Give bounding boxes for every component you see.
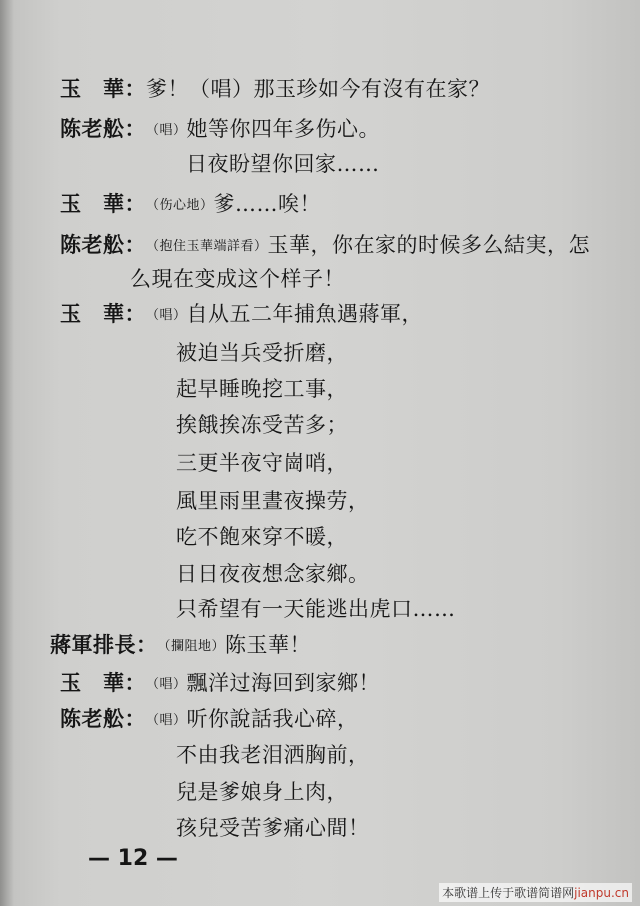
line-text: 陈玉華！ (225, 633, 312, 657)
speaker-name: 玉 華： (60, 191, 146, 216)
script-line (176, 376, 348, 402)
stage-direction: （唱） (146, 713, 187, 728)
line-text: 三更半夜守崗哨， (176, 451, 348, 475)
speaker-name: 陈老舩： (60, 706, 146, 731)
stage-direction: （伤心地） (146, 198, 214, 213)
speaker-name: 陈老舩： (60, 116, 146, 141)
line-text: 孩兒受苦爹痛心間！ (176, 816, 370, 840)
script-line (176, 779, 348, 805)
line-text: 爹！（唱）那玉珍如今有沒有在家？ (146, 77, 490, 101)
script-line (60, 116, 380, 144)
script-line (60, 76, 490, 102)
script-line (50, 632, 311, 660)
line-text: 爹……唉！ (213, 192, 322, 216)
watermark (439, 883, 632, 902)
script-line (176, 742, 370, 768)
line-text: 么現在变成这个样子！ (130, 267, 345, 291)
page-number: — 12 — (88, 846, 178, 871)
script-line (176, 340, 348, 366)
stage-direction: （唱） (146, 308, 187, 323)
line-text: 玉華，你在家的时候多么結実，怎 (267, 233, 591, 257)
watermark-site: jianpu.cn (574, 886, 629, 900)
script-line (176, 596, 456, 622)
line-text: 兒是爹娘身上肉， (176, 780, 348, 804)
watermark-text: 本歌谱上传于歌谱简谱网 (442, 886, 575, 900)
line-text: 只希望有一天能逃出虎口…… (176, 597, 456, 621)
line-text: 吃不飽來穿不暖， (176, 525, 348, 549)
line-text: 被迫当兵受折磨， (176, 341, 348, 365)
line-text: 她等你四年多伤心。 (186, 117, 381, 141)
stage-direction: （唱） (146, 677, 187, 692)
stage-direction: （抱住玉華端詳看） (146, 239, 268, 254)
speaker-name: 蔣軍排長： (50, 632, 158, 657)
stage-direction: （攔阻地） (157, 639, 226, 654)
speaker-name: 玉 華： (60, 670, 146, 695)
script-line (186, 151, 380, 177)
script-line (176, 561, 370, 587)
script-line (60, 706, 359, 734)
script-line (130, 266, 345, 292)
line-text: 飄洋过海回到家鄉！ (186, 671, 381, 695)
script-line (176, 524, 348, 550)
speaker-name: 玉 華： (60, 76, 146, 101)
line-text: 听你說話我心碎， (186, 707, 359, 731)
line-text: 自从五二年捕魚遇蔣軍， (186, 302, 424, 326)
script-line (60, 232, 590, 260)
line-text: 風里雨里晝夜操劳， (176, 489, 370, 513)
script-line (60, 301, 423, 329)
stage-direction: （唱） (146, 123, 187, 138)
line-text: 日夜盼望你回家…… (186, 152, 380, 176)
line-text: 不由我老泪洒胸前， (176, 743, 370, 767)
script-line (176, 488, 370, 514)
script-line (60, 191, 321, 219)
script-line (176, 450, 348, 476)
speaker-name: 玉 華： (60, 301, 146, 326)
line-text: 挨餓挨冻受苦多； (176, 413, 348, 437)
script-line (176, 815, 370, 841)
line-text: 起早睡晚挖工事， (176, 377, 348, 401)
speaker-name: 陈老舩： (60, 232, 146, 257)
script-line (60, 670, 380, 698)
script-line (176, 412, 348, 438)
line-text: 日日夜夜想念家鄉。 (176, 562, 370, 586)
